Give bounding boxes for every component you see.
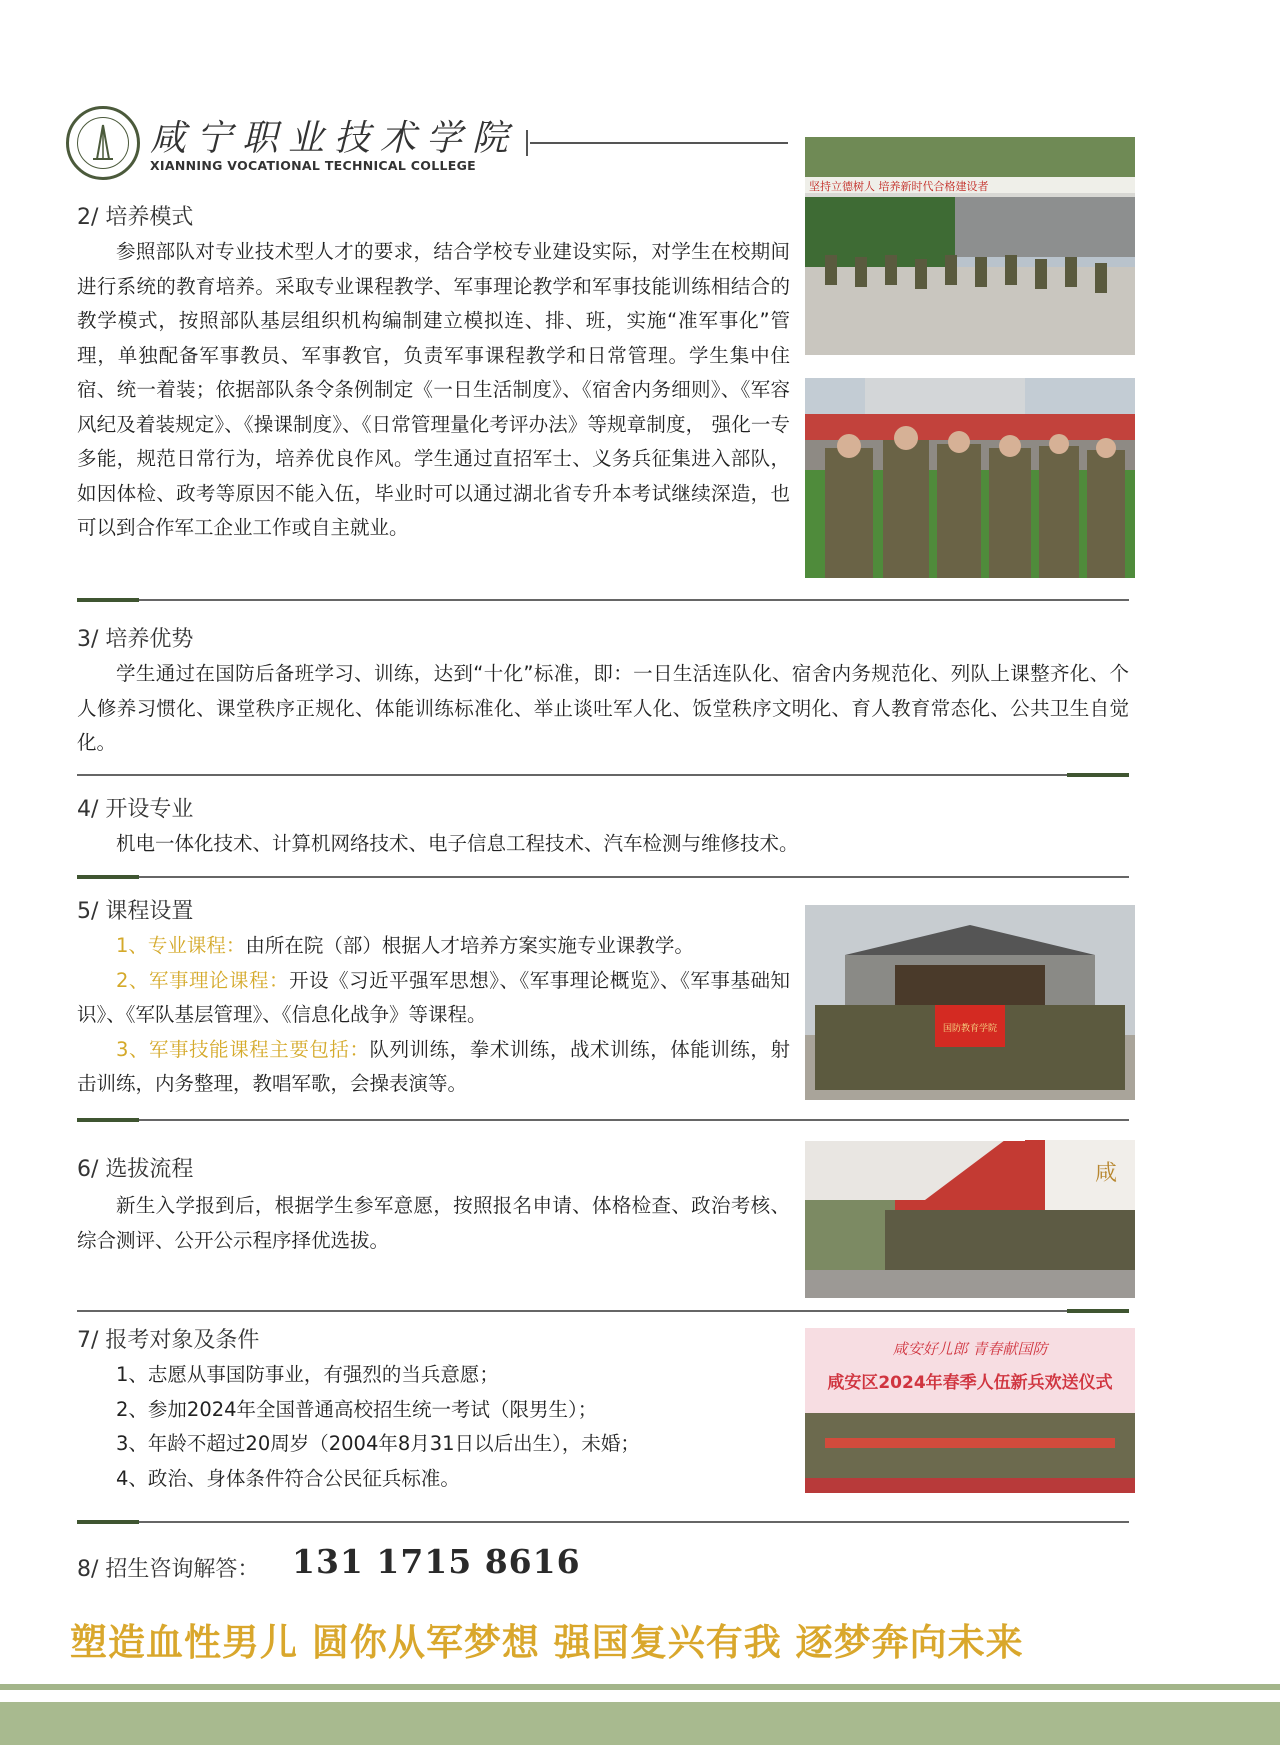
- section-body-eligibility: [77, 1358, 790, 1496]
- header-divider-line: [530, 142, 788, 144]
- header-divider-tick: [526, 130, 528, 156]
- footer-band: [0, 1702, 1280, 1745]
- photo5-line2: 咸安区2024年春季人伍新兵欢送仪式: [827, 1373, 1113, 1393]
- section-body-training-mode: [77, 235, 790, 546]
- section-rule: [77, 1119, 1129, 1121]
- section-title-courses: 5/ 课程设置: [77, 899, 194, 924]
- course-item-1-label: 1、专业课程：: [116, 934, 246, 957]
- course-item-3-label: 3、军事技能课程主要包括：: [116, 1037, 370, 1061]
- photo3-banner: 国防教育学院: [942, 1024, 998, 1034]
- course-item-2-label: 2、军事理论课程：: [116, 968, 290, 992]
- photo-send-off-ceremony: [805, 1328, 1135, 1493]
- tower-icon: [69, 109, 137, 177]
- eligibility-item: 4、政治、身体条件符合公民征兵标准。: [116, 1466, 460, 1490]
- section-body-majors: [77, 827, 1129, 862]
- majors-text: 机电一体化技术、计算机网络技术、电子信息工程技术、汽车检测与维修技术。: [116, 832, 799, 855]
- section-rule: [77, 1310, 1129, 1312]
- section-rule-accent: [1067, 1309, 1129, 1313]
- section-rule: [77, 599, 1129, 601]
- section-rule-accent: [77, 1520, 139, 1524]
- photo-group-banner: [805, 905, 1135, 1100]
- section-rule: [77, 876, 1129, 878]
- course-item-2: [77, 964, 790, 1033]
- section-rule-accent: [1067, 773, 1129, 777]
- school-logo-emblem: [66, 106, 140, 180]
- photo-saluting-soldiers: [805, 378, 1135, 578]
- photo-stage-ceremony: [805, 1140, 1135, 1298]
- section-title-selection: 6/ 选拔流程: [77, 1157, 194, 1182]
- slogan: 塑造血性男儿 圆你从军梦想 强国复兴有我 逐梦奔向未来: [70, 1621, 1024, 1664]
- section-rule-accent: [77, 598, 139, 602]
- section-title-majors: 4/ 开设专业: [77, 797, 194, 822]
- photo4-sign: 咸: [1095, 1161, 1118, 1186]
- consult-phone-number[interactable]: 131 1715 8616: [292, 1542, 581, 1581]
- photo1-banner: 坚持立德树人 培养新时代合格建设者: [809, 180, 989, 193]
- course-item-3-text: 队列训练，拳术训练，战术训练，体能训练，射击训练，内务整理，教唱军歌，会操表演等。: [77, 1037, 790, 1095]
- eligibility-item: 2、参加2024年全国普通高校招生统一考试（限男生）；: [116, 1397, 598, 1421]
- section-rule: [77, 774, 1129, 776]
- course-item-3: [77, 1033, 790, 1102]
- selection-text: 新生入学报到后，根据学生参军意愿，按照报名申请、体格检查、政治考核、综合测评、公开公示程序择优选拔。: [77, 1194, 790, 1252]
- course-item-1-text: 由所在院（部）根据人才培养方案实施专业课教学。: [245, 934, 694, 957]
- school-name-en: XIANNING VOCATIONAL TECHNICAL COLLEGE: [150, 158, 476, 173]
- section-body-courses: [77, 929, 790, 1102]
- section-title-training-mode: 2/ 培养模式: [77, 205, 194, 230]
- course-item-2-text: 开设《习近平强军思想》、《军事理论概览》、《军事基础知识》、《军队基层管理》、《信息化战争》等课程。: [77, 968, 790, 1026]
- section-title-advantages: 3/ 培养优势: [77, 627, 194, 652]
- school-name-cn: 咸宁职业技术学院: [150, 118, 519, 159]
- training-mode-text: 参照部队对专业技术型人才的要求，结合学校专业建设实际，对学生在校期间进行系统的教育培养。采取专业课程教学、军事理论教学和军事技能训练相结合的教学模式，按照部队基层组织机构编制建立模拟连、排、班，实施“准军事化”管理，单独配备军事教员、军事教官，负责军事课程教学和日常管理。学生集中住宿、统一着装；依据部队条令条例制定《一日生活制度》、《宿舍内务细则》、《军容风纪及着装规定》、《操课制度》、《日常管理量化考评办法》等规章制度， 强化一专多能，规范日常行为，培养优良作风。学生通过直招军士、义务兵征集进入部队，如因体检、政考等原因不能入伍，毕业时可以通过湖北省专升本考试继续深造，也可以到合作军工企业工作或自主就业。: [77, 240, 790, 539]
- eligibility-item: 1、志愿从事国防事业，有强烈的当兵意愿；: [116, 1363, 499, 1386]
- course-item-1: [77, 929, 790, 964]
- eligibility-item: 3、年龄不超过20周岁（2004年8月31日以后出生），未婚；: [116, 1432, 640, 1455]
- section-rule-accent: [77, 875, 139, 879]
- footer-line: [0, 1684, 1280, 1690]
- section-body-advantages: [77, 657, 1129, 761]
- section-body-selection: [77, 1189, 790, 1258]
- advantages-text: 学生通过在国防后备班学习、训练，达到“十化”标准，即：一日生活连队化、宿舍内务规范化、列队上课整齐化、个人修养习惯化、课堂秩序正规化、体能训练标准化、举止谈吐军人化、饭堂秩序文明化、育人教育常态化、公共卫生自觉化。: [77, 662, 1129, 754]
- photo-drill-square: [805, 137, 1135, 355]
- consult-label: 8/ 招生咨询解答：: [77, 1557, 260, 1582]
- section-title-eligibility: 7/ 报考对象及条件: [77, 1328, 260, 1353]
- photo5-line1: 咸安好儿郎 青春献国防: [892, 1340, 1048, 1358]
- section-rule: [77, 1521, 1129, 1523]
- section-rule-accent: [77, 1118, 139, 1122]
